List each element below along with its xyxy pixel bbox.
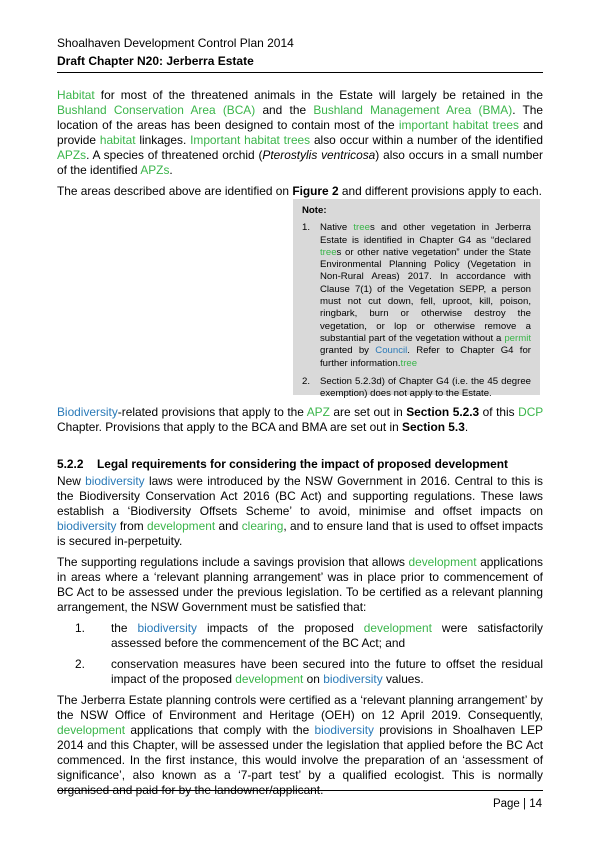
term-link[interactable]: development: [57, 723, 126, 737]
note-item-number: 1.: [302, 222, 311, 234]
term-link[interactable]: important habitat trees: [398, 118, 519, 132]
term-link[interactable]: tree: [353, 222, 370, 234]
note-item-text: Section 5.2.3d) of Chapter G4 (i.e. the 45 degree exemption) does not apply to the Estate.: [320, 375, 531, 400]
paragraph-new-laws: New biodiversity laws were introduced by the NSW Government in 2016. Central to this is the Biodiversity Conservation Act 2016 (BC Act) and supporting regulations. These laws establish a ‘Biodiversity Offsets Scheme’ to avoid, minimise and offset impacts on biodiversity from development and clearing, and to ensure land that is used to offset impacts is secured in-perpetuity.: [57, 474, 544, 548]
term-link[interactable]: habitat: [99, 133, 136, 147]
term-link[interactable]: permit: [504, 332, 531, 344]
paragraph-savings-provision: The supporting regulations include a savings provision that allows development applications in areas where a ‘relevant planning arrangement’ was in place prior to commencement of BC Act to be assessed under the previous legislation. To be certified as a relevant planning arrangement, the NSW Government must be satisfied that:: [57, 555, 543, 614]
section-reference: Section 5.3: [402, 420, 465, 434]
term-link[interactable]: Bushland Management Area (BMA): [313, 103, 513, 117]
document-title: Shoalhaven Development Control Plan 2014: [57, 36, 294, 50]
chapter-title: Draft Chapter N20: Jerberra Estate: [57, 54, 254, 68]
paragraph-areas: The areas described above are identified on Figure 2 and different provisions apply to each.: [57, 184, 542, 198]
species-name: Pterostylis ventricosa: [262, 148, 376, 162]
list-item: [57, 621, 543, 651]
note-title: Note:: [302, 205, 327, 216]
section-heading: [57, 457, 508, 471]
list-item-text: conservation measures have been secured into the future to offset the residual impact of the proposed development on biodiversity values.: [111, 657, 543, 686]
term-link[interactable]: development: [235, 672, 304, 686]
term-link[interactable]: Habitat: [57, 88, 95, 102]
note-item: [302, 376, 531, 401]
section-number: 5.2.2: [57, 457, 84, 471]
footer-divider: [57, 790, 543, 791]
section-reference: Section 5.2.3: [406, 405, 480, 419]
term-link[interactable]: DCP: [518, 405, 543, 419]
term-link[interactable]: biodiversity: [323, 672, 383, 686]
term-link[interactable]: biodiversity: [137, 621, 197, 635]
note-item: [302, 222, 531, 370]
body-text-provisions: [57, 405, 543, 441]
term-link[interactable]: APZs: [57, 148, 87, 162]
paragraph-provisions: Biodiversity-related provisions that apply to the APZ are set out in Section 5.2.3 of this DCP Chapter. Provisions that apply to the BCA and BMA are set out in Section 5.3.: [57, 405, 543, 434]
list-item-number: 1.: [75, 621, 85, 635]
term-link[interactable]: clearing: [241, 519, 284, 533]
note-item-text: Native trees and other vegetation in Jerberra Estate is identified in Chapter G4 as “declared trees or other native vegetation” under the State Environmental Planning Policy (Vegetation in Non-Rural Areas) 2017. In accordance with Clause 7(1) of the Vegetation SEPP, a person must not cut down, fell, uproot, kill, poison, ringbark, burn or otherwise destroy the vegetation, or lop or otherwise remove a substantial part of the vegetation without a permit granted by Council. Refer to Chapter G4 for further information.tree: [320, 222, 532, 369]
note-item-number: 2.: [302, 375, 311, 387]
term-link[interactable]: tree: [400, 357, 418, 369]
section-title: Legal requirements for considering the impact of proposed development: [97, 457, 508, 471]
paragraph-certification: The Jerberra Estate planning controls were certified as a ‘relevant planning arrangement’ by the NSW Office of Environment and Heritage (OEH) on 12 April 2019. Consequently, development applications that comply with the biodiversity provisions in Shoalhaven LEP 2014 and this Chapter, will be assessed under the legislation that applied before the BC Act commenced. In the first instance, this would involve the preparation of an ‘assessment of significance’, also known as a ‘7-part test’ by a qualified ecologist. This is normally organised and paid for by the landowner/applicant.: [57, 693, 543, 797]
term-link[interactable]: biodiversity: [85, 474, 145, 488]
term-link[interactable]: APZ: [306, 405, 330, 419]
term-link[interactable]: Important habitat trees: [190, 133, 311, 147]
term-link[interactable]: biodiversity: [57, 519, 117, 533]
header-divider: [57, 72, 543, 73]
list-item: [57, 657, 543, 687]
note-box: [293, 199, 540, 400]
term-link[interactable]: development: [408, 555, 477, 569]
paragraph-habitat: Habitat for most of the threatened animals in the Estate will largely be retained in the Bushland Conservation Area (BCA) and the Bushland Management Area (BMA). The location of the areas has been designed to contain most of the important habitat trees and provide habitat linkages. Important habitat trees also occur within a number of the identified APZs. A species of threatened orchid (Pterostylis ventricosa) also occurs in a small number of the identified APZs.: [57, 88, 544, 177]
term-link[interactable]: biodiversity: [314, 723, 374, 737]
term-link[interactable]: development: [363, 621, 432, 635]
term-link[interactable]: Biodiversity: [57, 405, 118, 419]
page-number: Page | 14: [492, 798, 542, 810]
list-item-text: the biodiversity impacts of the proposed development were satisfactorily assessed before the commencement of the BC Act; and: [111, 621, 544, 650]
figure-reference: Figure 2: [292, 184, 339, 198]
body-text-legal: [57, 474, 543, 804]
body-text-top: [57, 88, 543, 205]
term-link[interactable]: development: [147, 519, 216, 533]
term-link[interactable]: Council: [375, 345, 408, 357]
term-link[interactable]: Bushland Conservation Area (BCA): [57, 103, 256, 117]
list-item-number: 2.: [75, 657, 85, 671]
term-link[interactable]: APZs: [140, 163, 170, 177]
term-link[interactable]: tree: [320, 246, 337, 258]
conditions-list: [57, 621, 543, 687]
